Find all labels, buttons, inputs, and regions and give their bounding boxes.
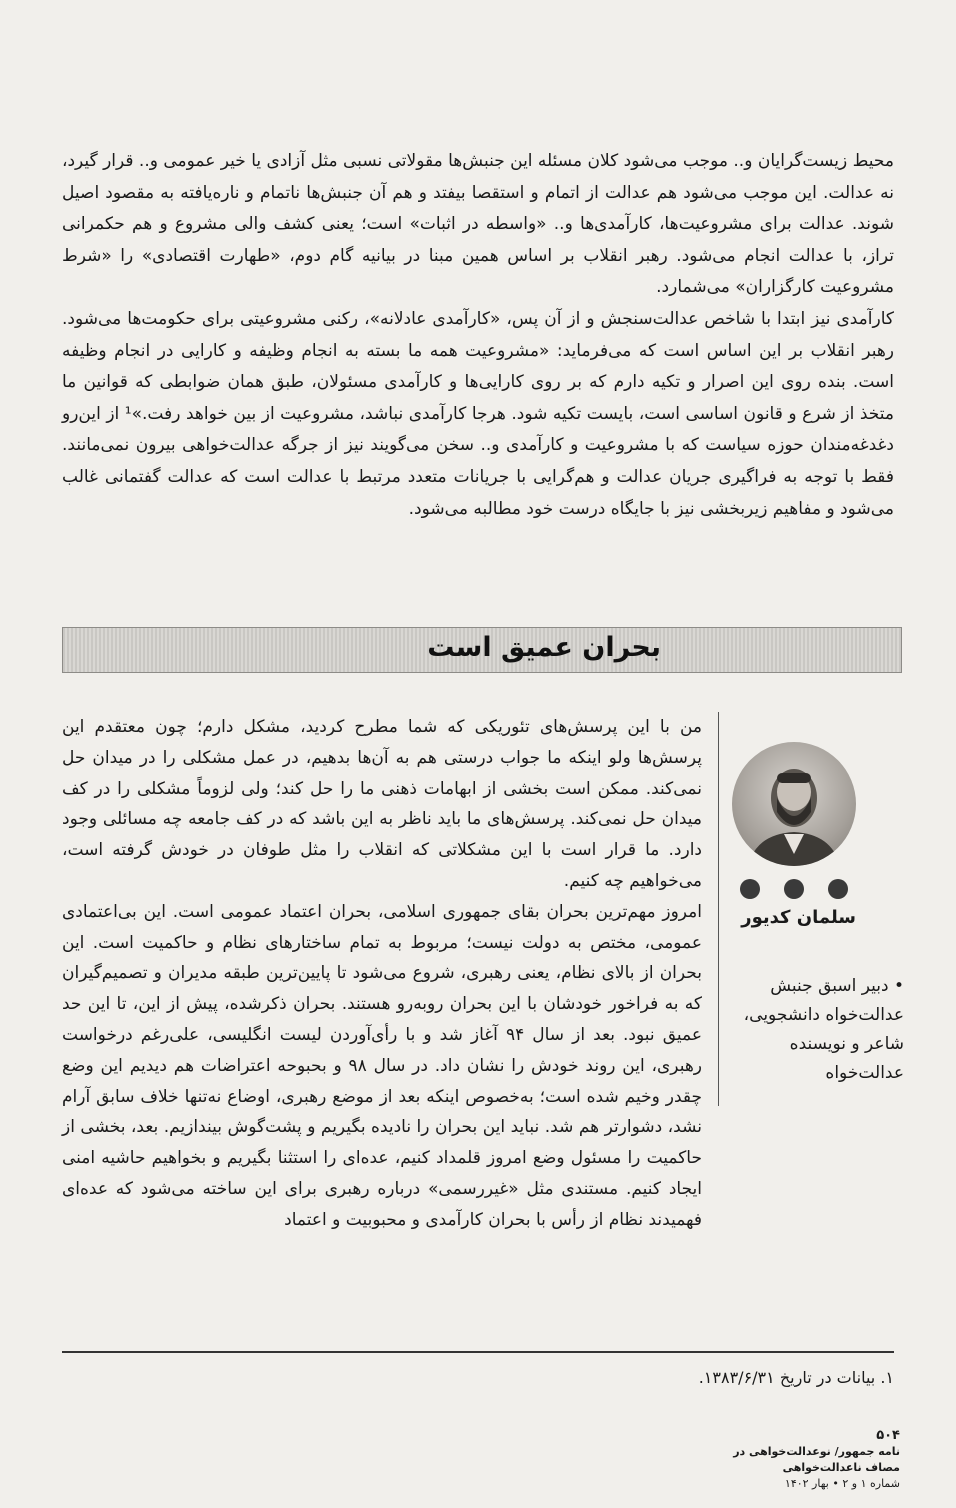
paragraph: محیط زیست‌گرایان و.. موجب می‌شود کلان مسئله این جنبش‌ها مقولاتی نسبی مثل آزادی یا خیر عمومی و.. قرار گیرد، نه عدالت. این موجب می‌شود هم عدالت از اتمام و استقصا بیفتد و هم آن جنبش‌ها ناتمام و ناره‌یافته به مقصود اصیل شوند. عدالت برای مشروعیت‌ها، کارآمدی‌ها و.. «واسطه در اثبات» است؛ یعنی کشف والی مشروع و هم حکمرانی تراز، با عدالت انجام می‌شود. رهبر انقلاب بر اساس همین مبنا در بیانیه گام دوم، «طهارت اقتصادی» را «شرط مشروعیت کارگزاران» می‌شمارد. [62,151,894,298]
interview-text [62,712,702,1236]
issue-info: شماره ۱ و ۲ • بهار ۱۴۰۲ [784,1477,900,1490]
journal-title: نامه جمهور/ نوعدالت‌خواهی در مصاف ناعدالت‌خواهی [733,1445,900,1474]
author-photo [732,742,856,866]
section-banner [62,627,902,673]
section-title: بحران عمیق است [427,632,661,663]
author-name: سلمان کدیور [741,907,856,928]
author-bio [728,972,904,1088]
footnote: ۱. بیانات در تاریخ ۱۳۸۳/۶/۳۱. [698,1368,894,1387]
sidebar-divider [718,712,719,1106]
page-folio [700,1428,900,1492]
bullet-icon: • [893,976,904,996]
paragraph: کارآمدی نیز ابتدا با شاخص عدالت‌سنجش و از آن پس، «کارآمدی عادلانه»، رکنی مشروعیتی برای حکومت‌ها می‌شود. رهبر انقلاب بر این اساس است که می‌فرماید: «مشروعیت همه ما بسته به انجام وظیفه و کارایی در انجام وظیفه است. بنده روی این اصرار و تکیه دارم که بر روی کارایی‌ها و کارآمدی مسئولان، طبق همان ضوابطی که قوانین ما متخذ از شرع و قانون اساسی است، بایست تکیه شود. هرجا کارآمدی نباشد، مشروعیت از بین خواهد رفت.»¹ از این‌رو دغدغه‌مندان حوزه سیاست که با مشروعیت و کارآمدی و.. سخن می‌گویند نیز از جرگه عدالت‌خواهی بیرون نمی‌مانند. فقط با توجه به فراگیری جریان عدالت و هم‌گرایی با جریانات متعدد مرتبط با عدالت است که عدالت گفتمانی غالب می‌شود و مفاهیم زیربخشی نیز با جایگاه درست خود مطالبه می‌شود. [62,308,894,519]
decorative-dots [732,879,856,903]
footnote-divider [62,1351,894,1353]
dot-icon [828,879,848,899]
paragraph: امروز مهم‌ترین بحران بقای جمهوری اسلامی، بحران اعتماد عمومی است. این بی‌اعتمادی عمومی، مختص به دولت نیست؛ مربوط به تمام ساختارهای نظام و حاکمیت است. این بحران از بالای نظام، یعنی رهبری، شروع می‌شود تا پایین‌ترین طبقه مدیران و تصمیم‌گیران که به فراخور خودشان با این بحران روبه‌رو هستند. بحران ذکرشده، پیش از این، تا این حد عمیق نبود. بعد از سال ۹۴ آغاز شد و با رأی‌آوردن لیست انگلیسی، علی‌رغم درخواست رهبری، این روند خودش را نشان داد. در سال ۹۸ و بحبوحه اعتراضات هم دیدیم این وضع چقدر وخیم شده است؛ به‌خصوص اینکه بعد از موضع رهبری، اوضاع نه‌تنها خلاف سابق آرام نشد، دشوارتر هم شد. نباید این بحران را نادیده بگیریم و پشت‌گوش بیندازیم. بعد، بخشی از حاکمیت را مسئول وضع امروز قلمداد کنیم، عده‌ای را استثنا بگیریم و بخواهیم حاشیه امنی ایجاد کنیم. مستندی مثل «غیررسمی» درباره رهبری برای این ساخته می‌شود که عده‌ای فهمیدند نظام از رأس با بحران کارآمدی و محبوبیت و اعتماد [62,901,702,1230]
author-bio-text: دبیر اسبق جنبش عدالت‌خواه دانشجویی، شاعر و نویسنده عدالت‌خواه [743,976,904,1083]
person-portrait-icon [732,742,856,866]
author-sidebar [718,712,904,1106]
paragraph: من با این پرسش‌های تئوریکی که شما مطرح کردید، مشکل دارم؛ چون معتقدم این پرسش‌ها ولو اینکه ما جواب درستی هم به آن‌ها بدهیم، در عمل مشکلی را در میدان حل نمی‌کند. ممکن است بخشی از ابهامات ذهنی ما را حل کند؛ ولی لزوماً مشکلی را در کف میدان حل نمی‌کند. پرسش‌های ما باید ناظر به این باشد که در کف جامعه چه مسائلی وجود دارد. ما قرار است با این مشکلاتی که انقلاب را مثل طوفان در خودش گرفته است، می‌خواهیم چه کنیم. [62,717,702,891]
dot-icon [784,879,804,899]
top-text-block [62,146,894,525]
page-number: ۵۰۴ [876,1428,900,1443]
dot-icon [740,879,760,899]
